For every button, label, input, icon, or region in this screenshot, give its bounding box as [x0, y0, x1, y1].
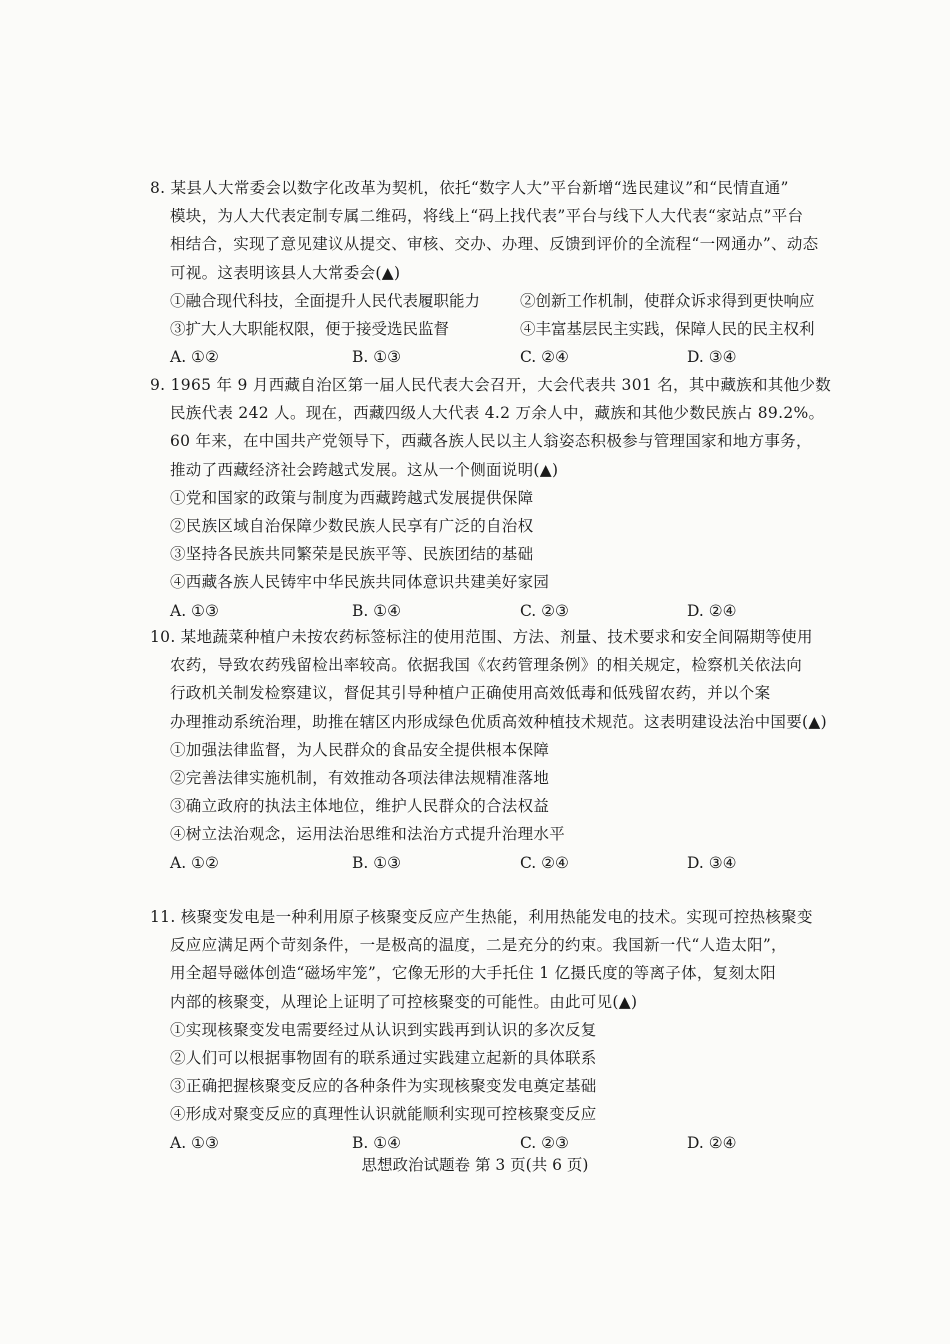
statement-4: ④树立法治观念，运用法治思维和法治方式提升治理水平	[170, 825, 566, 844]
option-b: B. ①③	[352, 853, 402, 872]
stem-line: 民族代表 242 人。现在，西藏四级人大代表 4.2 万余人中，藏族和其他少数民族占 89.2%。	[170, 404, 825, 423]
statement-2: ②完善法律实施机制，有效推动各项法律法规精准落地	[170, 769, 550, 788]
statement-3: ③正确把握核聚变反应的各种条件为实现核聚变发电奠定基础	[170, 1077, 597, 1096]
stem-line: 推动了西藏经济社会跨越式发展。这从一个侧面说明(▲)	[170, 460, 559, 479]
stem-line: 10. 某地蔬菜种植户未按农药标签标注的使用范围、方法、剂量、技术要求和安全间隔期等使用	[150, 628, 813, 646]
question-10	[150, 623, 840, 877]
statement-1: ①党和国家的政策与制度为西藏跨越式发展提供保障	[170, 488, 534, 507]
statement-row	[150, 315, 840, 343]
statement-3: ③扩大人大职能权限，便于接受选民监督	[170, 320, 450, 338]
statement-4: ④丰富基层民主实践，保障人民的民主权利	[520, 320, 815, 338]
question-11	[150, 903, 840, 1157]
option-b: B. ①③	[352, 348, 402, 367]
stem-line: 农药，导致农药残留检出率较高。依据我国《农药管理条例》的相关规定，检察机关依法向	[170, 656, 803, 675]
stem-line: 反应应满足两个苛刻条件，一是极高的温度，二是充分的约束。我国新一代“人造太阳”，	[170, 936, 787, 955]
option-a: A. ①③	[170, 601, 219, 620]
statement-row	[150, 287, 840, 315]
statement-1: ①实现核聚变发电需要经过从认识到实践再到认识的多次反复	[170, 1020, 597, 1039]
stem-line: 9. 1965 年 9 月西藏自治区第一届人民代表大会召开，大会代表共 301 名，其中藏族和其他少数	[150, 376, 832, 394]
stem-line: 模块，为人大代表定制专属二维码，将线上“码上找代表”平台与线下人大代表“家站点”平台	[170, 207, 804, 226]
stem-line: 办理推动系统治理，助推在辖区内形成绿色优质高效种植技术规范。这表明建设法治中国要(▲)	[170, 712, 827, 731]
question-11-stem	[150, 903, 840, 1016]
stem-line: 内部的核聚变，从理论上证明了可控核聚变的可能性。由此可见(▲)	[170, 992, 638, 1011]
statement-3: ③确立政府的执法主体地位，维护人民群众的合法权益	[170, 797, 550, 816]
statement-3: ③坚持各民族共同繁荣是民族平等、民族团结的基础	[170, 545, 534, 564]
option-c: C. ②③	[520, 601, 569, 620]
statement-1: ①加强法律监督，为人民群众的食品安全提供根本保障	[170, 740, 550, 759]
option-c: C. ②③	[520, 1133, 569, 1152]
option-c: C. ②④	[520, 853, 569, 872]
statement-4: ④西藏各族人民铸牢中华民族共同体意识共建美好家园	[170, 573, 550, 592]
option-a: A. ①②	[170, 853, 219, 872]
question-8	[150, 174, 840, 371]
statement-2: ②人们可以根据事物固有的联系通过实践建立起新的具体联系	[170, 1049, 597, 1068]
option-d: D. ③④	[687, 853, 737, 872]
stem-line: 60 年来，在中国共产党领导下，西藏各族人民以主人翁姿态积极参与管理国家和地方事务，	[170, 432, 812, 451]
answer-options	[150, 597, 840, 625]
question-8-stem	[150, 174, 840, 287]
option-a: A. ①③	[170, 1133, 219, 1152]
option-b: B. ①④	[352, 601, 402, 620]
option-d: D. ②④	[687, 601, 737, 620]
question-9-stem	[150, 371, 840, 484]
statement-1: ①融合现代科技，全面提升人民代表履职能力	[170, 291, 481, 310]
statement-4: ④形成对聚变反应的真理性认识就能顺利实现可控核聚变反应	[170, 1105, 597, 1124]
question-10-stem	[150, 623, 840, 736]
statement-2: ②民族区域自治保障少数民族人民享有广泛的自治权	[170, 517, 534, 536]
stem-line: 用全超导磁体创造“磁场牢笼”，它像无形的大手托住 1 亿摄氏度的等离子体，复刻太阳	[170, 964, 776, 983]
question-9	[150, 371, 840, 625]
stem-line: 11. 核聚变发电是一种利用原子核聚变反应产生热能，利用热能发电的技术。实现可控热核聚变	[150, 908, 813, 926]
statement-2: ②创新工作机制，使群众诉求得到更快响应	[520, 291, 815, 310]
option-d: D. ②④	[687, 1133, 737, 1152]
stem-line: 8. 某县人大常委会以数字化改革为契机，依托“数字人大”平台新增“选民建议”和“民情直通”	[150, 179, 789, 197]
stem-line: 相结合，实现了意见建议从提交、审核、交办、办理、反馈到评价的全流程“一网通办”、动态	[170, 235, 819, 254]
option-a: A. ①②	[170, 348, 219, 367]
option-d: D. ③④	[687, 348, 737, 367]
option-b: B. ①④	[352, 1133, 402, 1152]
option-c: C. ②④	[520, 348, 569, 367]
answer-options	[150, 849, 840, 877]
page-footer: 思想政治试题卷 第 3 页(共 6 页)	[361, 1156, 589, 1174]
stem-line: 可视。这表明该县人大常委会(▲)	[170, 263, 401, 282]
stem-line: 行政机关制发检察建议，督促其引导种植户正确使用高效低毒和低残留农药，并以个案	[170, 684, 771, 703]
answer-options	[150, 343, 840, 371]
